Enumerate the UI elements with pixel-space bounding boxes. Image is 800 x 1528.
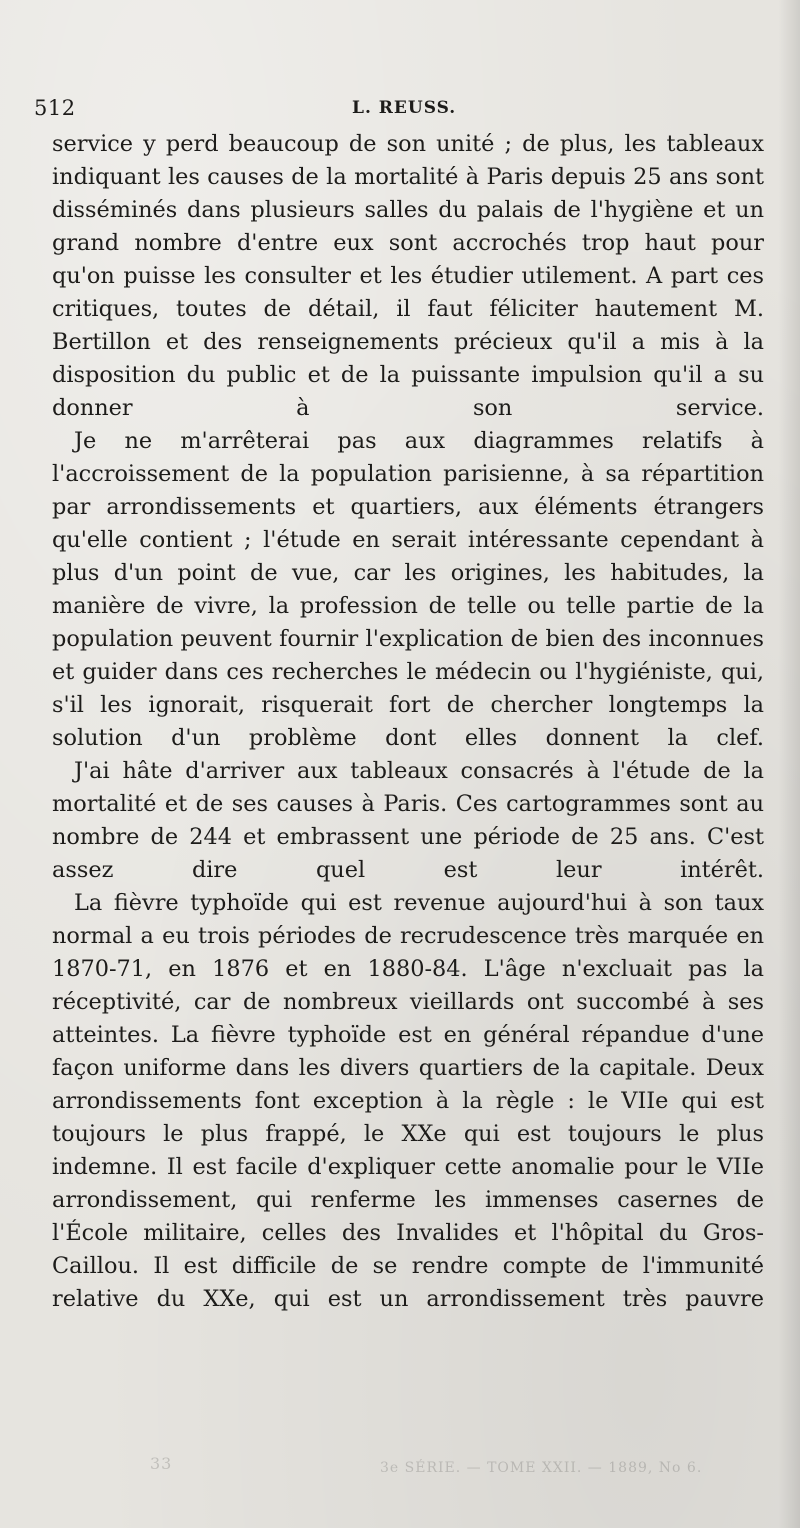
signature-mark: 33 xyxy=(150,1454,173,1473)
paragraph-2: Je ne m'arrêterai pas aux diagrammes relatifs à l'accroissement de la population parisienne, à sa répartition par arrondissements et quartiers, aux éléments étrangers qu'elle contient ; l'étude en serait intéressante cependant à plus d'un point de vue, car les origines, les habitudes, la manière de vivre, la profession de telle ou telle partie de la population peuvent fournir l'explication de bien des inconnues et guider dans ces recherches le médecin ou l'hygiéniste, qui, s'il les ignorait, risquerait fort de chercher longtemps la solution d'un problème dont elles donnent la clef. xyxy=(52,428,764,751)
page-footer xyxy=(150,1454,750,1484)
page-header xyxy=(34,96,774,130)
paragraph-4: La fièvre typhoïde qui est revenue aujourd'hui à son taux normal a eu trois périodes de recrudescence très marquée en 1870-71, en 1876 et en 1880-84. L'âge n'excluait pas la réceptivité, car de nombreux vieillards ont succombé à ses atteintes. La fièvre typhoïde est en général répandue d'une façon uniforme dans les divers quartiers de la capitale. Deux arrondissements font exception à la règle : le VIIe qui est toujours le plus frappé, le XXe qui est toujours le plus indemne. Il est facile d'expliquer cette anomalie pour le VIIe arrondissement, qui renferme les immenses casernes de l'École militaire, celles des Invalides et l'hôpital du Gros-Caillou. Il est difficile de se rendre compte de l'immunité relative du XXe, qui est un arrondissement très pauvre xyxy=(52,890,764,1312)
series-line: 3e SÉRIE. — TOME XXII. — 1889, No 6. xyxy=(380,1460,703,1476)
running-head: L. REUSS. xyxy=(352,98,457,118)
body-text xyxy=(52,128,764,1316)
paragraph-3: J'ai hâte d'arriver aux tableaux consacrés à l'étude de la mortalité et de ses causes à Paris. Ces cartogrammes sont au nombre de 244 et embrassent une période de 25 ans. C'est assez dire quel est leur intérêt. xyxy=(52,758,764,883)
paragraph-1-continuation: service y perd beaucoup de son unité ; de plus, les tableaux indiquant les causes de la mortalité à Paris depuis 25 ans sont disséminés dans plusieurs salles du palais de l'hygiène et un grand nombre d'entre eux sont accrochés trop haut pour qu'on puisse les consulter et les étudier utilement. A part ces critiques, toutes de détail, il faut féliciter hautement M. Bertillon et des renseignements précieux qu'il a mis à la disposition du public et de la puissante impulsion qu'il a su donner à son service. xyxy=(52,131,764,421)
page-edge-shadow xyxy=(778,0,800,1528)
page-number: 512 xyxy=(34,96,76,120)
